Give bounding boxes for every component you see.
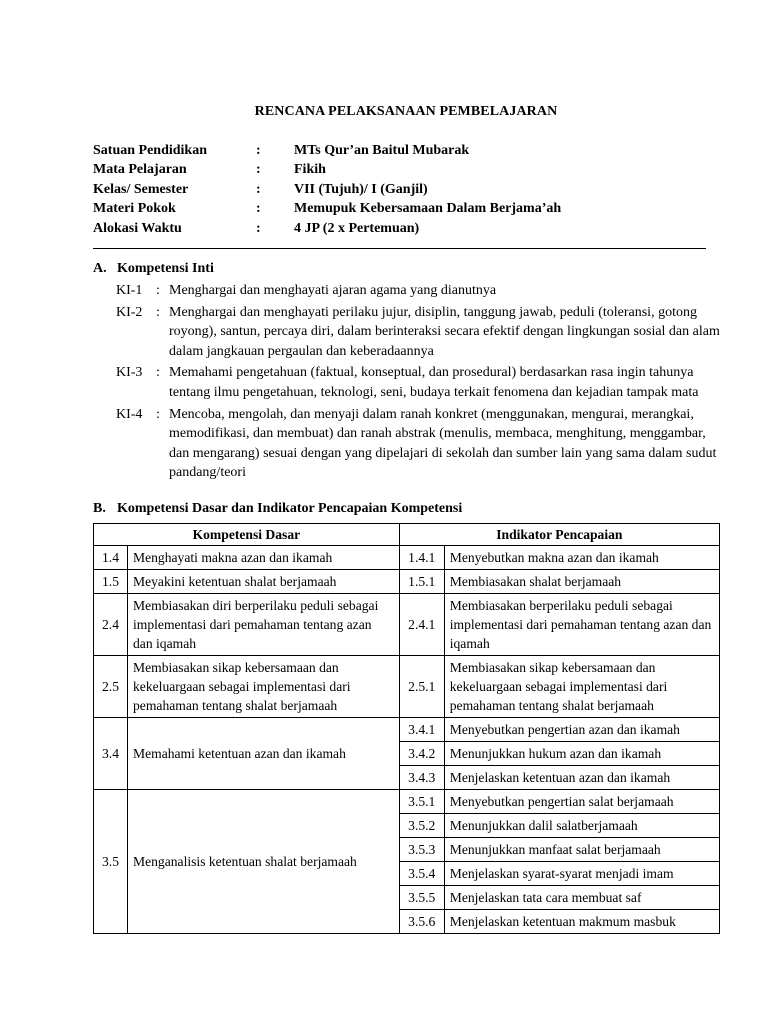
document-title: RENCANA PELAKSANAAN PEMBELAJARAN xyxy=(254,104,558,119)
info-colon: : xyxy=(256,162,261,178)
kd-number: 2.4 xyxy=(94,594,128,656)
ki-colon: : xyxy=(156,283,160,298)
table-row xyxy=(94,718,720,742)
table-row xyxy=(94,594,720,656)
kd-text: Menganalisis ketentuan shalat berjamaah xyxy=(128,790,400,934)
section-kompetensi-inti xyxy=(93,259,733,483)
ki-code: KI-4 xyxy=(116,406,143,422)
info-colon: : xyxy=(256,143,261,158)
table-header-row xyxy=(94,524,720,546)
indicator-text: Membiasakan sikap kebersamaan dan kekeluargaan sebagai implementasi dari pemahaman tentang shalat berjamaah xyxy=(444,656,719,718)
kd-text: Menghayati makna azan dan ikamah xyxy=(128,546,400,570)
indicator-text: Menyebutkan pengertian salat berjamaah xyxy=(444,790,719,814)
indicator-number: 1.5.1 xyxy=(399,570,444,594)
ki-colon: : xyxy=(156,304,160,320)
kompetensi-table xyxy=(93,523,720,934)
indicator-number: 3.4.1 xyxy=(399,718,444,742)
indicator-number: 3.4.2 xyxy=(399,742,444,766)
section-title: Kompetensi Dasar dan Indikator Pencapaian Kompetensi xyxy=(117,501,463,516)
info-value: MTs Qur’an Baitul Mubarak xyxy=(294,143,470,158)
info-value: Fikih xyxy=(294,162,326,178)
ki-code: KI-3 xyxy=(116,365,143,381)
info-colon: : xyxy=(256,181,261,197)
section-letter: A. xyxy=(93,261,107,276)
indicator-text: Menyebutkan makna azan dan ikamah xyxy=(444,546,719,570)
info-colon: : xyxy=(256,220,261,236)
ki-text: Mencoba, mengolah, dan menyaji dalam ranah konkret (menggunakan, mengurai, merangkai, memodifikasi, dan membuat) dan ranah abstrak (menulis, membaca, menghitung, menggambar, dan mengarang) sesuai dengan yang dipelajari di sekolah dan sumber lain yang sama dalam sudut pandang/teori xyxy=(169,406,717,481)
indicator-number: 2.4.1 xyxy=(399,594,444,656)
info-value: 4 JP (2 x Pertemuan) xyxy=(294,220,420,236)
indicator-number: 2.5.1 xyxy=(399,656,444,718)
kd-text: Meyakini ketentuan shalat berjamaah xyxy=(128,570,400,594)
info-value: VII (Tujuh)/ I (Ganjil) xyxy=(294,181,428,197)
indicator-number: 3.5.4 xyxy=(399,862,444,886)
indicator-text: Membiasakan shalat berjamaah xyxy=(444,570,719,594)
info-value: Memupuk Kebersamaan Dalam Berjama’ah xyxy=(294,201,562,217)
kd-number: 1.5 xyxy=(94,570,128,594)
table-row xyxy=(94,546,720,570)
indicator-number: 3.5.6 xyxy=(399,910,444,934)
info-label: Alokasi Waktu xyxy=(93,220,182,236)
indicator-number: 3.5.5 xyxy=(399,886,444,910)
ki-item xyxy=(93,405,733,483)
table-row xyxy=(94,790,720,814)
info-label: Materi Pokok xyxy=(93,201,176,217)
ki-code: KI-1 xyxy=(116,283,143,298)
ki-text: Memahami pengetahuan (faktual, konseptual, dan prosedural) berdasarkan rasa ingin tahunya tentang ilmu pengetahuan, teknologi, seni, budaya terkait fenomena dan kejadian tampak mata xyxy=(169,365,699,400)
header-divider xyxy=(93,248,706,249)
ki-colon: : xyxy=(156,406,160,422)
indicator-text: Membiasakan berperilaku peduli sebagai implementasi dari pemahaman tentang azan dan iqamah xyxy=(444,594,719,656)
ki-code: KI-2 xyxy=(116,304,143,320)
info-colon: : xyxy=(256,201,261,217)
section-letter: B. xyxy=(93,501,106,516)
col-header-kd: Kompetensi Dasar xyxy=(94,524,400,546)
indicator-text: Menjelaskan tata cara membuat saf xyxy=(444,886,719,910)
ki-colon: : xyxy=(156,365,160,381)
ki-item xyxy=(93,303,733,362)
kd-number: 1.4 xyxy=(94,546,128,570)
info-label: Kelas/ Semester xyxy=(93,181,189,197)
ki-text: Menghargai dan menghayati ajaran agama yang dianutnya xyxy=(169,283,497,298)
kd-number: 3.4 xyxy=(94,718,128,790)
indicator-text: Menunjukkan hukum azan dan ikamah xyxy=(444,742,719,766)
ki-item xyxy=(93,281,733,301)
indicator-number: 3.4.3 xyxy=(399,766,444,790)
indicator-number: 3.5.2 xyxy=(399,814,444,838)
section-title: Kompetensi Inti xyxy=(117,261,214,276)
indicator-number: 3.5.1 xyxy=(399,790,444,814)
indicator-text: Menunjukkan manfaat salat berjamaah xyxy=(444,838,719,862)
kd-text: Memahami ketentuan azan dan ikamah xyxy=(128,718,400,790)
kd-number: 3.5 xyxy=(94,790,128,934)
indicator-text: Menjelaskan syarat-syarat menjadi imam xyxy=(444,862,719,886)
kd-text: Membiasakan sikap kebersamaan dan kekeluargaan sebagai implementasi dari pemahaman tentang shalat berjamaah xyxy=(128,656,400,718)
indicator-text: Menunjukkan dalil salatberjamaah xyxy=(444,814,719,838)
table-row xyxy=(94,570,720,594)
info-label: Mata Pelajaran xyxy=(93,162,187,178)
info-label: Satuan Pendidikan xyxy=(93,143,207,158)
kd-text: Membiasakan diri berperilaku peduli sebagai implementasi dari pemahaman tentang azan dan iqamah xyxy=(128,594,400,656)
col-header-indikator: Indikator Pencapaian xyxy=(399,524,719,546)
indicator-number: 3.5.3 xyxy=(399,838,444,862)
indicator-text: Menyebutkan pengertian azan dan ikamah xyxy=(444,718,719,742)
ki-item xyxy=(93,363,733,402)
ki-text: Menghargai dan menghayati perilaku jujur, disiplin, tanggung jawab, peduli (toleransi, gotong royong), santun, percaya diri, dalam berinteraksi secara efektif dengan lingkungan sosial dan alam dalam jangkauan pergaulan dan keberadaannya xyxy=(169,304,720,359)
indicator-text: Menjelaskan ketentuan makmum masbuk xyxy=(444,910,719,934)
kd-number: 2.5 xyxy=(94,656,128,718)
section-heading xyxy=(93,259,733,279)
indicator-text: Menjelaskan ketentuan azan dan ikamah xyxy=(444,766,719,790)
indicator-number: 1.4.1 xyxy=(399,546,444,570)
table-row xyxy=(94,656,720,718)
